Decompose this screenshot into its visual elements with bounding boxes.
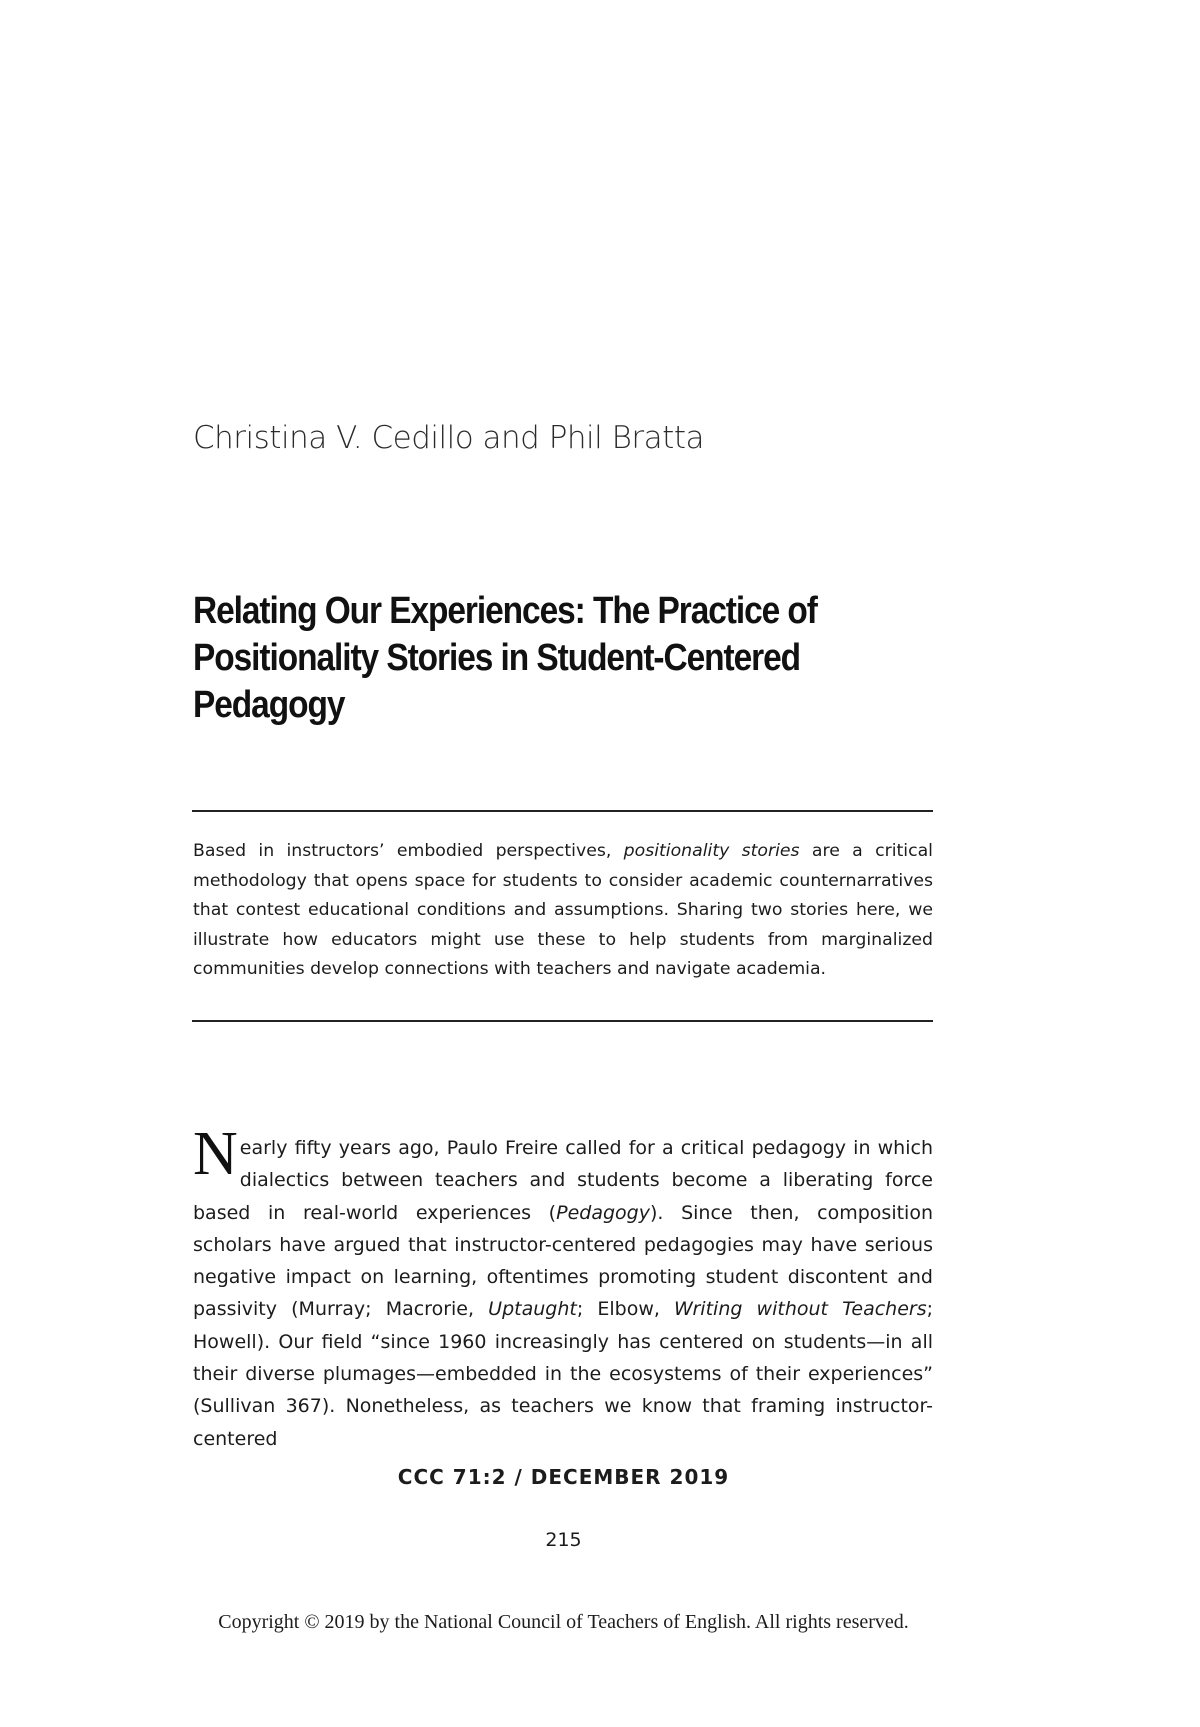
abstract-top-rule <box>192 810 933 812</box>
article-abstract <box>193 837 933 985</box>
article-authors: Christina V. Cedillo and Phil Bratta <box>193 420 704 456</box>
body-italic-title: Uptaught <box>488 1298 577 1321</box>
abstract-italic-term: positionality stories <box>623 841 800 861</box>
body-text-segment: ; Elbow, <box>576 1298 675 1321</box>
drop-cap: N <box>193 1120 238 1188</box>
body-text-segment: early fifty years ago, Paulo Freire called for a critical pedagogy in which dialectics between teachers and students become a liberating force based in real-world experiences ( <box>193 1137 933 1224</box>
abstract-text-start: Based in instructors’ embodied perspectives, <box>193 841 624 861</box>
abstract-bottom-rule <box>192 1020 933 1022</box>
body-text-segment: ; Howell). Our field “since 1960 increasingly has centered on students—in all their diverse plumages—embedded in the ecosystems of their experiences” (Sullivan 367). Nonetheless, as teachers we know that framing instructor-centered <box>193 1298 934 1450</box>
body-text-segment: ). Since then, composition scholars have argued that instructor-centered pedagogies may have serious negative impact on learning, oftentimes promoting student discontent and passivity (Murray; Macrorie, <box>193 1201 933 1321</box>
copyright-notice: Copyright © 2019 by the National Council of Teachers of English. All rights reserved. <box>218 1611 909 1633</box>
body-italic-title: Pedagogy <box>556 1201 650 1224</box>
article-body-paragraph <box>193 1120 934 1455</box>
body-italic-title: Writing without Teachers <box>674 1298 927 1321</box>
article-title: Relating Our Experiences: The Practice of Positionality Stories in Student-Centered Pedagogy <box>193 590 817 726</box>
journal-issue-footer: CCC 71:2 / DECEMBER 2019 <box>397 1465 730 1489</box>
abstract-text-end: are a critical methodology that opens space for students to consider academic counternarratives that contest educational conditions and assumptions. Sharing two stories here, we illustrate how educators might use these to help students from marginalized communities develop connections with teachers and navigate academia. <box>193 841 933 979</box>
page-number: 215 <box>545 1529 582 1551</box>
